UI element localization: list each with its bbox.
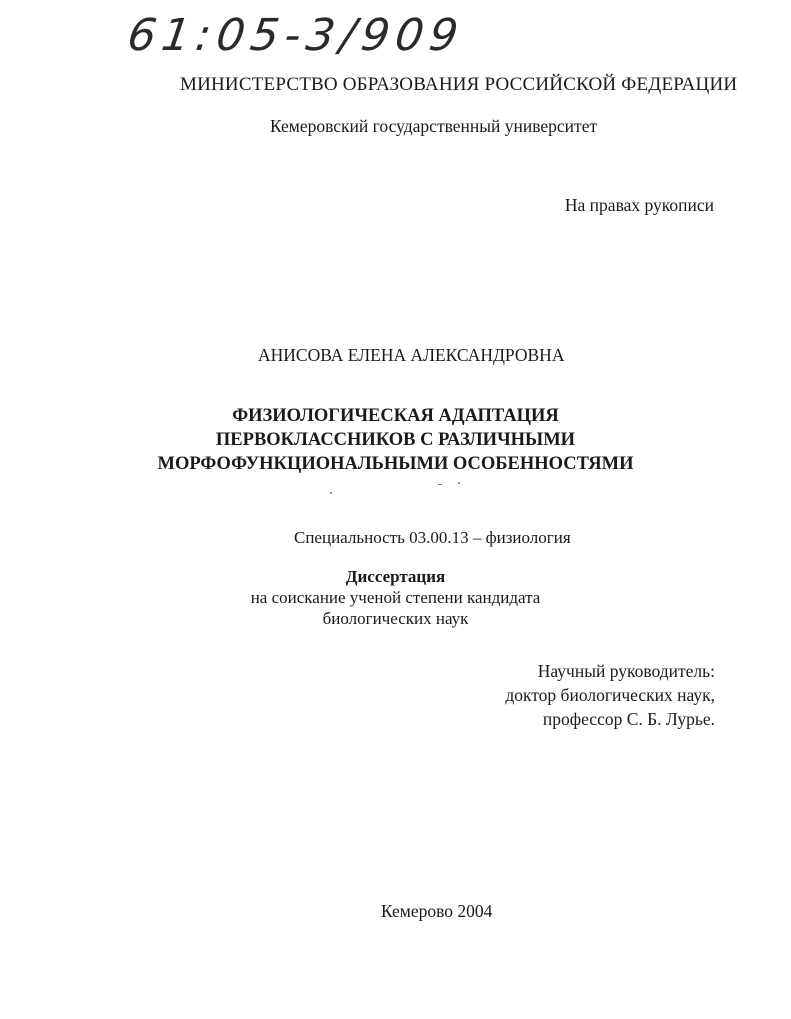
- supervisor-degree: доктор биологических наук,: [505, 685, 715, 705]
- supervisor-name: профессор С. Б. Лурье.: [542, 709, 715, 729]
- scan-speck: [458, 482, 460, 484]
- university-name: Кемеровский государственный университет: [270, 116, 598, 136]
- specialty-line: Специальность 03.00.13 – физиология: [294, 528, 571, 547]
- dissertation-degree-line-2: биологических наук: [322, 609, 469, 628]
- scan-speck: [330, 492, 332, 494]
- dissertation-heading: Диссертация: [345, 567, 446, 586]
- dissertation-description: [0, 566, 791, 629]
- supervisor-block: [505, 659, 715, 731]
- author-name: АНИСОВА ЕЛЕНА АЛЕКСАНДРОВНА: [258, 345, 565, 365]
- handwritten-catalog-code: 61:05-3/909: [124, 10, 468, 61]
- ministry-heading: МИНИСТЕРСТВО ОБРАЗОВАНИЯ РОССИЙСКОЙ ФЕДЕРАЦИИ: [180, 74, 738, 95]
- scan-speck: [438, 484, 442, 485]
- title-line-1: ФИЗИОЛОГИЧЕСКАЯ АДАПТАЦИЯ: [232, 406, 559, 426]
- dissertation-degree-line-1: на соискание ученой степени кандидата: [250, 588, 541, 607]
- supervisor-label: Научный руководитель:: [537, 661, 715, 681]
- title-line-3: МОРФОФУНКЦИОНАЛЬНЫМИ ОСОБЕННОСТЯМИ: [157, 454, 634, 474]
- city-year: Кемерово 2004: [381, 901, 493, 921]
- dissertation-title: [0, 404, 791, 476]
- title-line-2: ПЕРВОКЛАССНИКОВ С РАЗЛИЧНЫМИ: [215, 430, 576, 450]
- manuscript-rights-note: На правах рукописи: [564, 195, 714, 215]
